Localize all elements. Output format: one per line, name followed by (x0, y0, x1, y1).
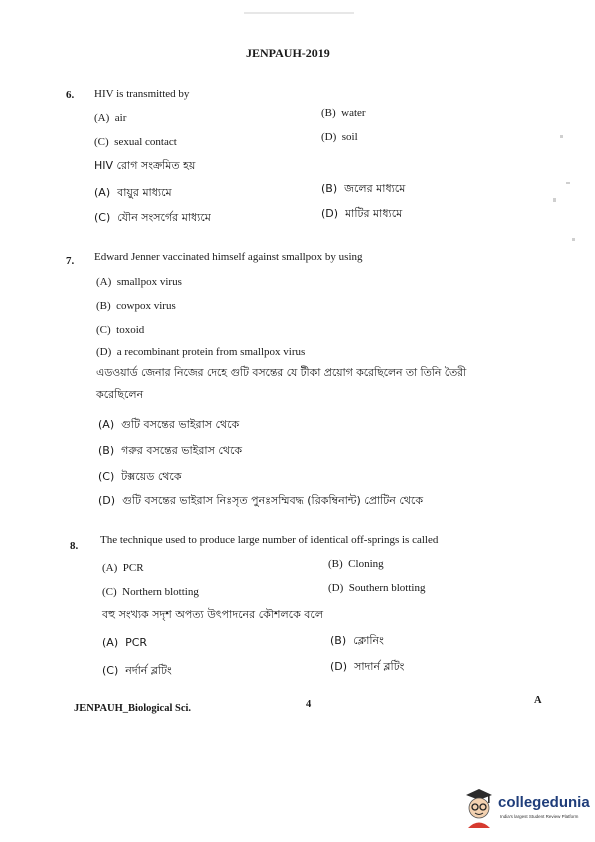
option-b: (B) cowpox virus (96, 300, 176, 312)
scan-mark-top (244, 12, 354, 14)
brand-tagline: India's largest Student Review Platform (500, 814, 579, 819)
option-a: (A) smallpox virus (96, 276, 182, 288)
option-b-bengali: (B) জলের মাধ্যমে (321, 182, 406, 195)
question-text-bengali-line1: এডওয়ার্ড জেনার নিজের দেহে গুটি বসন্তের যে টীকা প্রয়োগ করেছিলেন তা তিনি তৈরী (96, 366, 467, 379)
option-d-bengali: (D) গুটি বসন্তের ভাইরাস নিঃসৃত পুনঃসম্মিবদ্ধ (রিকম্বিনান্ট) প্রোটিন থেকে (98, 494, 424, 507)
question-number: 7. (66, 255, 75, 267)
question-text: HIV is transmitted by (94, 88, 190, 100)
page-number: 4 (306, 699, 312, 710)
option-d-bengali: (D) মাটির মাধ্যমে (321, 207, 403, 220)
scan-mark-right-3 (553, 198, 556, 202)
question-number: 8. (70, 540, 79, 552)
footer-paper-code: JENPAUH_Biological Sci. (74, 703, 192, 714)
option-a-bengali: (A) বায়ুর মাধ্যমে (94, 186, 172, 199)
option-c-bengali: (C) টক্সয়েড থেকে (98, 470, 182, 483)
question-text: The technique used to produce large number of identical off-springs is called (100, 534, 439, 546)
option-c: (C) sexual contact (94, 136, 177, 148)
option-b-bengali: (B) ক্লোনিং (330, 634, 384, 647)
option-d: (D) a recombinant protein from smallpox virus (96, 346, 306, 358)
question-text-bengali: HIV রোগ সংক্রমিত হয় (94, 159, 196, 172)
question-number: 6. (66, 89, 75, 101)
option-c: (C) Northern blotting (102, 586, 199, 598)
option-c: (C) toxoid (96, 324, 145, 336)
option-c-bengali: (C) যৌন সংসর্গের মাধ্যমে (94, 211, 211, 224)
option-c-bengali: (C) নর্দার্ন ব্লটিং (102, 664, 172, 677)
mascot-icon (462, 786, 496, 828)
option-a: (A) air (94, 112, 127, 124)
question-text-bengali: বহু সংখ্যক সদৃশ অপত্য উৎপাদনের কৌশলকে বলে (102, 608, 324, 621)
scan-mark-right-4 (572, 238, 575, 241)
option-a-bengali: (A) গুটি বসন্তের ভাইরাস থেকে (98, 418, 240, 431)
question-set-label: A (534, 695, 542, 706)
option-a: (A) PCR (102, 562, 144, 574)
option-d: (D) Southern blotting (328, 582, 426, 594)
question-text-bengali-line2: করেছিলেন (96, 388, 144, 401)
page-header-title: JENPAUH-2019 (246, 46, 330, 60)
brand-name: collegedunia (498, 794, 590, 811)
option-d-bengali: (D) সাদার্ন ব্লটিং (330, 660, 405, 673)
option-a-bengali: (A) PCR (102, 636, 148, 649)
option-b: (B) water (321, 107, 366, 119)
option-b: (B) Cloning (328, 558, 384, 570)
scan-mark-right-1 (560, 135, 563, 138)
question-text: Edward Jenner vaccinated himself against smallpox by using (94, 251, 363, 263)
scan-mark-right-2 (566, 182, 570, 184)
option-b-bengali: (B) গরুর বসন্তের ভাইরাস থেকে (98, 444, 243, 457)
option-d: (D) soil (321, 131, 358, 143)
